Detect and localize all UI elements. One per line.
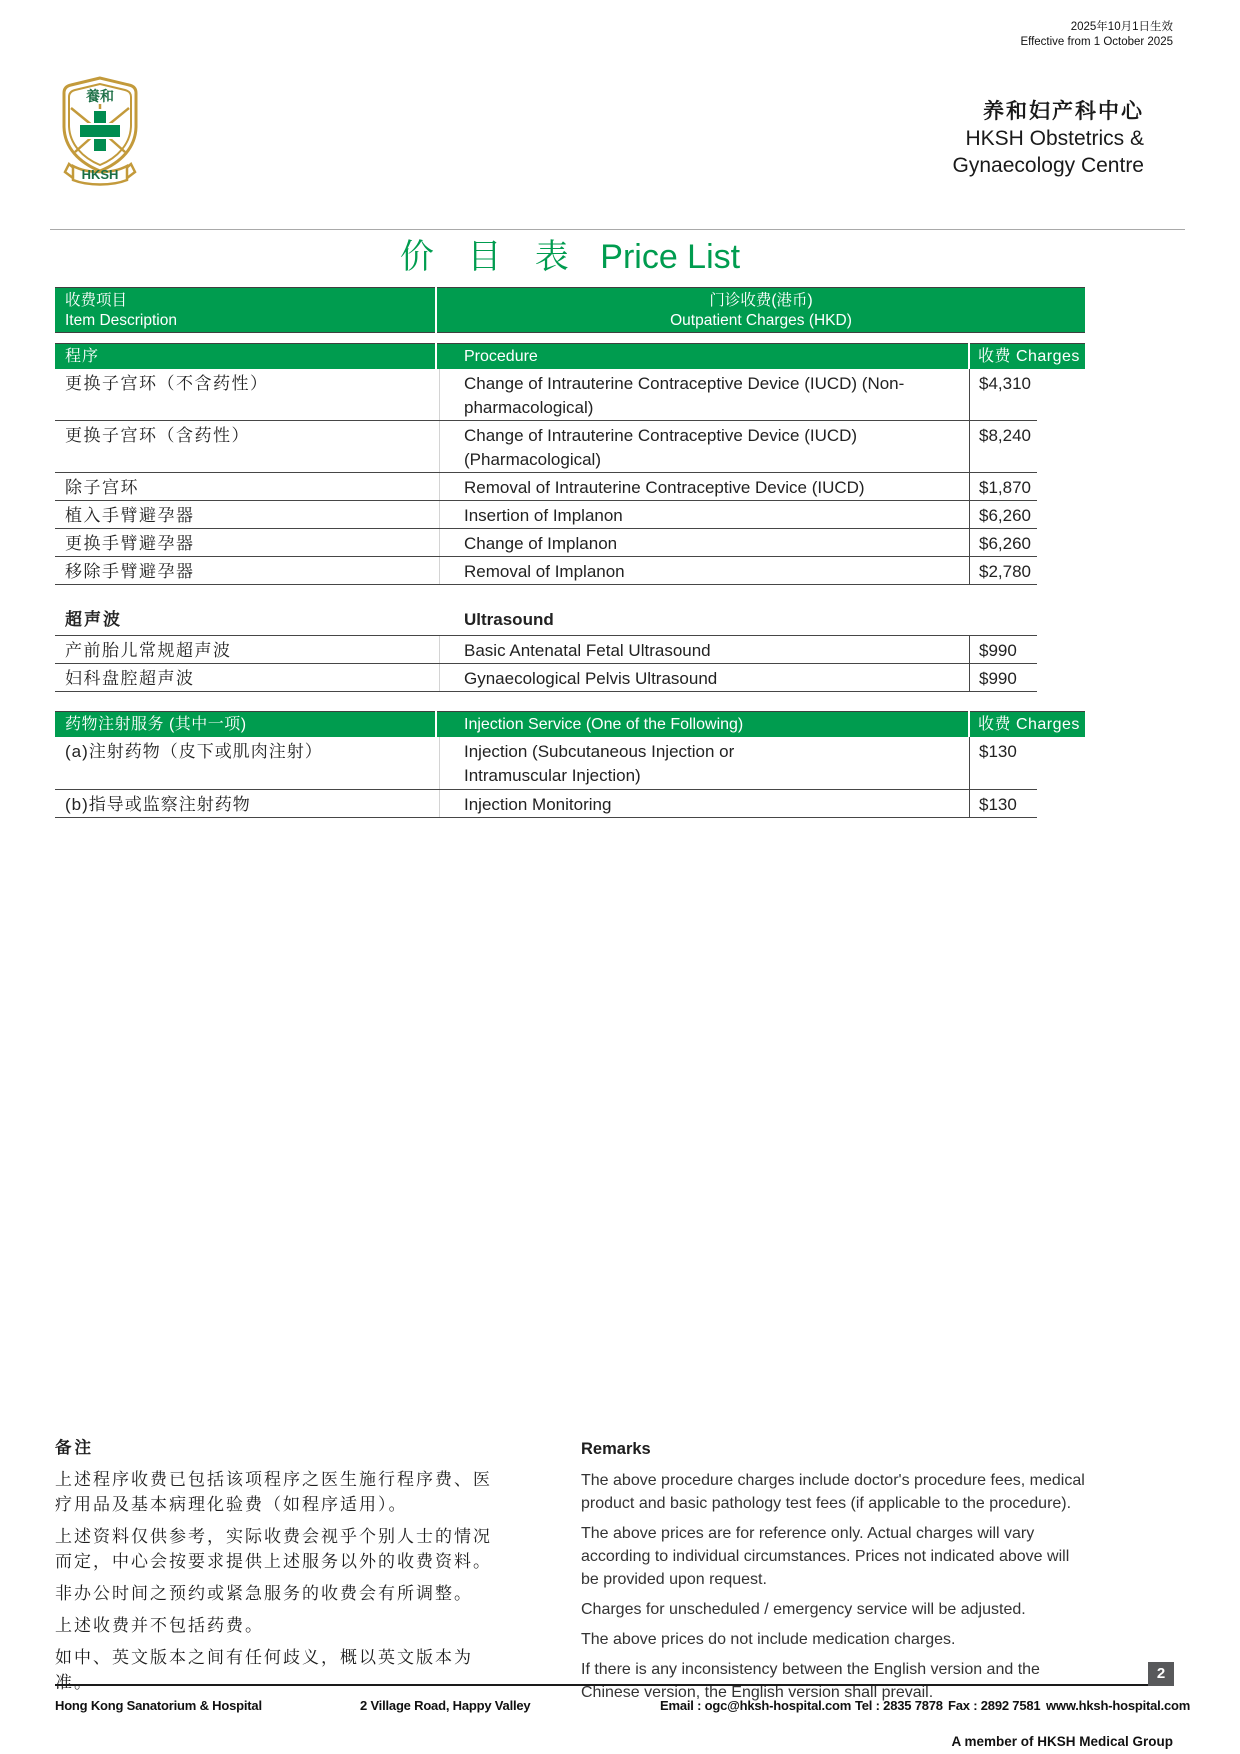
centre-name-zh: 养和妇产科中心 bbox=[983, 100, 1144, 123]
footer-address: 2 Village Road, Happy Valley bbox=[360, 1698, 531, 1713]
header-divider bbox=[50, 229, 1185, 230]
footer-fax: Fax : 2892 7581 bbox=[948, 1698, 1041, 1713]
table-row: 植入手臂避孕器 Insertion of Implanon $6,260 bbox=[55, 501, 1037, 529]
table-row: 除子宫环 Removal of Intrauterine Contraceptive Device (IUCD) $1,870 bbox=[55, 473, 1037, 501]
charges-column-header: 收费 Charges bbox=[970, 711, 1085, 737]
hksh-crest-logo bbox=[55, 74, 145, 186]
table-row: 更换子宫环（含药性） Change of Intrauterine Contraceptive Device (IUCD) (Pharmacological) $8,240 bbox=[55, 421, 1037, 473]
effective-date-en: Effective from 1 October 2025 bbox=[1020, 36, 1173, 48]
footer-member-line: A member of HKSH Medical Group bbox=[951, 1734, 1173, 1749]
outpatient-charges-header: 门诊收费(港币) Outpatient Charges (HKD) bbox=[437, 287, 1085, 333]
remarks-chinese: 备注 上述程序收费已包括该项程序之医生施行程序费、医疗用品及基本病理化验费（如程序适用）。 上述资料仅供参考，实际收费会视乎个别人士的情况而定，中心会按要求提供上述服务以外的收费资料。 非办公时间之预约或紧急服务的收费会有所调整。 上述收费并不包括药费。 如中、英文版本之间有任何歧义，概以英文版本为准。 bbox=[55, 1436, 503, 1702]
footer bbox=[0, 1698, 1240, 1716]
item-description-header: 收费项目 Item Description bbox=[55, 287, 435, 333]
section-header-procedure: 程序 Procedure 收费 Charges bbox=[55, 343, 1085, 369]
logo-top-text: 養和 bbox=[86, 88, 114, 104]
centre-name-en1: HKSH Obstetrics & bbox=[965, 127, 1144, 150]
remarks-en-title: Remarks bbox=[581, 1440, 651, 1458]
shield-icon bbox=[55, 74, 145, 186]
table-row: 产前胎儿常规超声波 Basic Antenatal Fetal Ultrasound $990 bbox=[55, 635, 1037, 664]
footer-hospital-name: Hong Kong Sanatorium & Hospital bbox=[55, 1698, 262, 1713]
page-title-zh: 价 目 表 bbox=[399, 238, 581, 276]
table-row: 移除手臂避孕器 Removal of Implanon $2,780 bbox=[55, 557, 1037, 585]
effective-date bbox=[1020, 20, 1173, 50]
footer-divider bbox=[55, 1684, 1148, 1686]
table-row: (a)注射药物（皮下或肌肉注射） Injection (Subcutaneous Injection or Intramuscular Injection) $130 bbox=[55, 737, 1037, 790]
table-main-header bbox=[55, 287, 1085, 333]
logo-banner-text: HKSH bbox=[81, 167, 119, 182]
remarks-zh-title: 备注 bbox=[55, 1439, 94, 1457]
table-row: 更换子宫环（不含药性） Change of Intrauterine Contraceptive Device (IUCD) (Non-pharmacological) $4,310 bbox=[55, 369, 1037, 421]
page-title bbox=[55, 235, 1085, 279]
footer-tel: Tel : 2835 7878 bbox=[855, 1698, 943, 1713]
centre-name-en2: Gynaecology Centre bbox=[952, 154, 1144, 177]
page-number-badge: 2 bbox=[1148, 1662, 1174, 1686]
effective-date-zh: 2025年10月1日生效 bbox=[1070, 21, 1173, 33]
price-table bbox=[55, 287, 1085, 818]
remarks-english: Remarks The above procedure charges include doctor's procedure fees, medical product and basic pathology test fees (if applicable to the procedure). The above prices are for reference only. Actual charges will vary according to individual circumstances. Prices not indicated above will be provided upon request. Charges for unscheduled / emergency service will be adjusted. The above prices do not include medication charges. If there is any inconsistency between the English version and the Chinese version, the English version shall prevail. bbox=[581, 1438, 1087, 1711]
section-header-injection: 药物注射服务 (其中一项) Injection Service (One of the Following) 收费 Charges bbox=[55, 711, 1085, 737]
section-header-ultrasound: 超声波 Ultrasound bbox=[65, 610, 554, 629]
table-row: 更换手臂避孕器 Change of Implanon $6,260 bbox=[55, 529, 1037, 557]
charges-column-header: 收费 Charges bbox=[970, 343, 1085, 369]
page-title-en: Price List bbox=[600, 238, 741, 276]
footer-email: Email : ogc@hksh-hospital.com bbox=[660, 1698, 852, 1713]
table-row: (b)指导或监察注射药物 Injection Monitoring $130 bbox=[55, 790, 1037, 818]
centre-name bbox=[953, 99, 1144, 179]
table-row: 妇科盘腔超声波 Gynaecological Pelvis Ultrasound $990 bbox=[55, 664, 1037, 692]
footer-website: www.hksh-hospital.com bbox=[1046, 1698, 1191, 1713]
